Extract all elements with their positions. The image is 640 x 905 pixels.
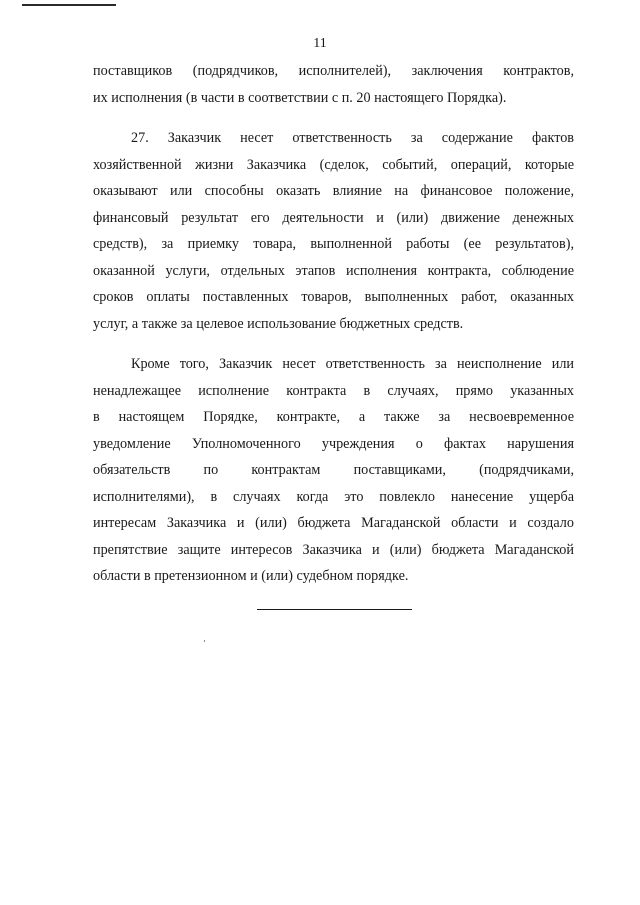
text-line: интересам Заказчика и (или) бюджета Магаданской области и создало bbox=[93, 515, 574, 531]
text-line: ненадлежащее исполнение контракта в случаях, прямо указанных bbox=[93, 382, 574, 399]
text-line: Кроме того, Заказчик несет ответственность за неисполнение или bbox=[131, 356, 574, 372]
text-line: хозяйственной жизни Заказчика (сделок, событий, операций, которые bbox=[93, 156, 574, 173]
document-body bbox=[93, 58, 574, 590]
text-line: обязательств по контрактам поставщиками, (подрядчиками, bbox=[93, 462, 574, 478]
text-line: услуг, а также за целевое использование бюджетных средств. bbox=[93, 315, 464, 332]
text-line: финансовый результат его деятельности и (или) движение денежных bbox=[93, 209, 574, 226]
text-line: оказывают или способны оказать влияние на финансовое положение, bbox=[93, 183, 574, 199]
text-line: уведомление Уполномоченного учреждения о фактах нарушения bbox=[93, 435, 574, 452]
paragraph-continuation bbox=[93, 58, 574, 111]
page-number: 11 bbox=[313, 36, 327, 51]
paragraph-item-27 bbox=[93, 125, 574, 337]
text-line: сроков оплаты поставленных товаров, выполненных работ, оказанных bbox=[93, 289, 574, 305]
text-line: в настоящем Порядке, контракте, а также за несвоевременное bbox=[93, 409, 574, 425]
text-line: поставщиков (подрядчиков, исполнителей), заключения контрактов, bbox=[93, 63, 574, 79]
text-line: препятствие защите интересов Заказчика и (или) бюджета Магаданской bbox=[93, 541, 574, 558]
scan-edge-mark bbox=[22, 4, 116, 6]
end-of-document-rule bbox=[257, 609, 412, 610]
text-line: исполнителями), в случаях когда это повлекло нанесение ущерба bbox=[93, 488, 574, 505]
text-line: их исполнения (в части в соответствии с п. 20 настоящего Порядка). bbox=[93, 89, 507, 106]
text-line: области в претензионном и (или) судебном порядке. bbox=[93, 568, 409, 584]
text-line: 27. Заказчик несет ответственность за содержание фактов bbox=[131, 130, 574, 146]
scan-speck bbox=[204, 640, 205, 642]
text-line: средств), за приемку товара, выполненной работы (ее результатов), bbox=[93, 236, 574, 252]
paragraph-liability bbox=[93, 351, 574, 590]
text-line: оказанной услуги, отдельных этапов исполнения контракта, соблюдение bbox=[93, 262, 574, 279]
